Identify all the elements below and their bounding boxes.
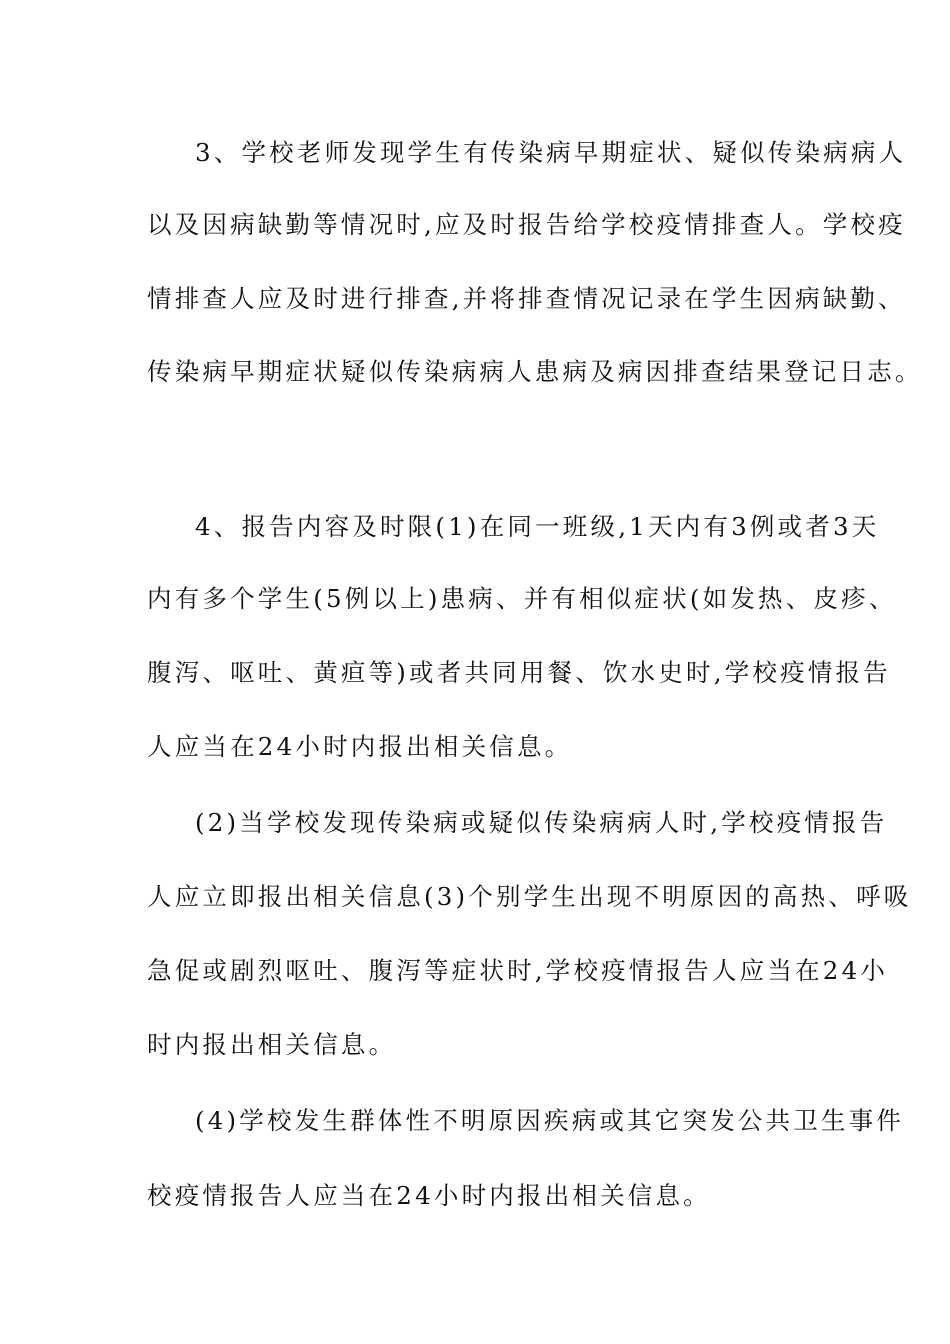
paragraph-4-4-line-2: 校疫情报告人应当在24小时内报出相关信息。	[147, 1181, 711, 1210]
paragraph-4-line-2: 内有多个学生(5例以上)患病、并有相似症状(如发热、皮疹、	[147, 584, 897, 613]
paragraph-3-line-2: 以及因病缺勤等情况时,应及时报告给学校疫情排查人。学校疫	[147, 210, 906, 239]
paragraph-3-line-1: 3、学校老师发现学生有传染病早期症状、疑似传染病病人	[195, 138, 907, 167]
paragraph-4-line-1: 4、报告内容及时限(1)在同一班级,1天内有3例或者3天	[195, 512, 880, 541]
paragraph-4-2-line-4: 时内报出相关信息。	[147, 1030, 397, 1059]
paragraph-3-line-4: 传染病早期症状疑似传染病病人患病及病因排查结果登记日志。	[147, 357, 923, 386]
paragraph-4-line-3: 腹泻、呕吐、黄疸等)或者共同用餐、饮水史时,学校疫情报告	[147, 658, 891, 687]
paragraph-4-2-line-1: (2)当学校发现传染病或疑似传染病病人时,学校疫情报告	[195, 808, 888, 837]
paragraph-3-line-3: 情排查人应及时进行排查,并将排查情况记录在学生因病缺勤、	[147, 284, 906, 313]
paragraph-4-line-4: 人应当在24小时内报出相关信息。	[147, 732, 573, 761]
paragraph-4-4-line-1: (4)学校发生群体性不明原因疾病或其它突发公共卫生事件	[195, 1106, 905, 1135]
paragraph-4-2-line-2: 人应立即报出相关信息(3)个别学生出现不明原因的高热、呼吸	[147, 882, 912, 911]
paragraph-4-2-line-3: 急促或剧烈呕吐、腹泻等症状时,学校疫情报告人应当在24小	[147, 956, 889, 985]
